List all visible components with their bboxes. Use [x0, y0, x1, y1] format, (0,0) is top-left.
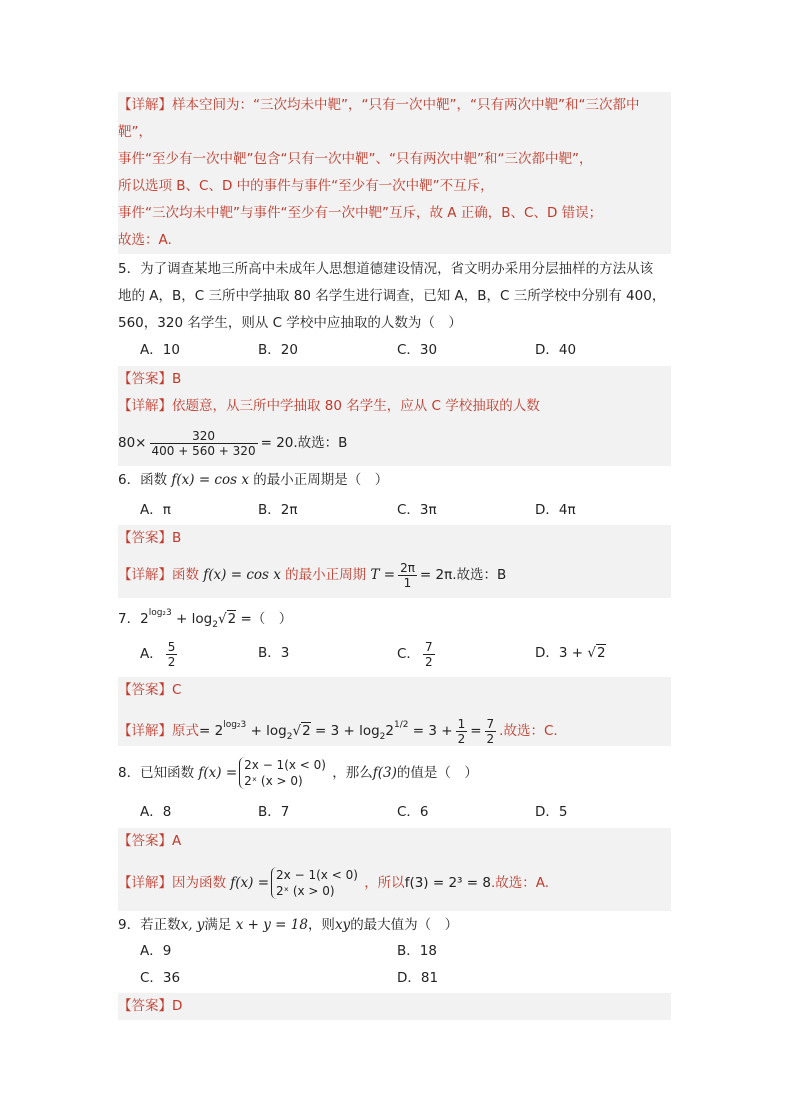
q6-option-c: C．3π — [397, 502, 437, 518]
q6-detail-function: f(x) = cos x — [203, 567, 281, 583]
q5-stem-line-3: 560，320 名学生，则从 C 学校中应抽取的人数为（ ） — [118, 315, 462, 331]
q8-answer: 【答案】A — [118, 828, 671, 855]
q8-stem-mid: ，那么 — [332, 765, 373, 781]
q8-stem-function: f(x) = — [198, 765, 238, 781]
fraction-numerator: 7 — [486, 716, 495, 731]
q9-stem-suffix: 的最大值为（ ） — [350, 917, 459, 933]
q7-option-a-fraction — [166, 640, 178, 669]
q7-detail-radicand: 2 — [302, 723, 311, 739]
q5-detail-line-1: 【详解】依题意，从三所中学抽取 80 名学生，应从 C 学校抽取的人数 — [118, 393, 671, 420]
q5-option-b: B．20 — [258, 342, 298, 358]
q7-detail-step2: = 3 + — [412, 723, 453, 739]
q7-detail-fraction-result — [485, 717, 497, 746]
q6-answer: 【答案】B — [118, 525, 671, 552]
q4-detail-line-3: 事件“至少有一次中靶”包含“只有一次中靶”、“只有两次中靶”和“三次都中靶”， — [118, 146, 671, 173]
q7-detail-step-power: 2 — [385, 723, 394, 739]
q7-detail-log: + log — [250, 723, 287, 739]
q8-stem-f3: f(3) — [372, 765, 397, 781]
q8-option-d: D．5 — [535, 804, 568, 820]
q7-detail-eq: = 2 — [199, 723, 224, 739]
q7-detail-exp: log₂3 — [223, 720, 247, 730]
q4-detail-line-4: 所以选项 B、C、D 中的事件与事件“至少有一次中靶”不互斥， — [118, 173, 671, 200]
q5-detail-result: = 20.故选：B — [260, 435, 348, 451]
q9-stem-mid: 满足 — [204, 917, 232, 933]
q7-log-base: 2 — [212, 620, 218, 630]
q7-detail-step: = 3 + log — [314, 723, 380, 739]
q8-detail — [118, 855, 671, 911]
q8-detail-function: f(x) = — [230, 875, 270, 891]
q8-option-a: A．8 — [140, 804, 172, 820]
q7-log: + log — [176, 611, 213, 627]
q7-option-d-radicand: 2 — [597, 645, 606, 661]
fraction-numerator: 1 — [457, 716, 466, 731]
q6-stem-prefix: 6．函数 — [118, 472, 168, 488]
q7-option-c-fraction — [423, 640, 435, 669]
fraction-numerator: 7 — [424, 639, 433, 654]
q6-detail-fraction — [398, 561, 417, 590]
q6-detail — [118, 552, 671, 598]
q9-option-a: A．9 — [140, 943, 172, 959]
q7-detail-fraction-half — [456, 717, 468, 746]
q9-answer: 【答案】D — [118, 993, 671, 1020]
q7-option-d-label: D．3 + — [535, 645, 584, 661]
q6-detail-prefix: 【详解】函数 — [118, 567, 199, 583]
q7-option-d: D．3 + √2 — [535, 645, 606, 661]
q9-stem-then: ，则 — [307, 917, 335, 933]
q7-stem-end: =（ ） — [240, 611, 293, 627]
q7-detail-step-base: 2 — [379, 732, 386, 742]
q8-detail-case-2: 2ˣ (x > 0) — [276, 884, 335, 898]
fraction-denominator: 2 — [424, 654, 433, 669]
q9-stem-product: xy — [334, 917, 351, 933]
q8-detail-choice: .故选：A. — [490, 875, 550, 891]
q9-stem — [118, 912, 671, 939]
q7-stem-number: 7． — [118, 611, 141, 627]
q6-stem-suffix: 的最小正周期是（ ） — [253, 472, 389, 488]
q8-stem-prefix: 8．已知函数 — [118, 765, 195, 781]
q5-detail-fraction — [150, 429, 258, 458]
fraction-denominator: 400 + 560 + 320 — [151, 443, 256, 458]
q9-stem-equation: x + y = 18 — [235, 917, 308, 933]
q8-piecewise-case-1: 2x − 1(x < 0) — [244, 758, 326, 772]
q5-option-c: C．30 — [397, 342, 438, 358]
q7-detail-log-base: 2 — [286, 732, 293, 742]
q5-stem-line-1: 5．为了调查某地三所高中未成年人思想道德建设情况，省文明办采用分层抽样的方法从该 — [118, 261, 654, 277]
q7-option-a — [140, 632, 180, 676]
q7-radicand: 2 — [227, 611, 237, 627]
q6-detail-result: = 2π.故选：B — [419, 567, 507, 583]
q4-detail-line-1: 【详解】样本空间为：“三次均未中靶”，“只有一次中靶”，“只有两次中靶”和“三次都中 — [118, 92, 671, 119]
q7-detail-step-exp: 1/2 — [393, 720, 409, 730]
q9-option-c: C．36 — [140, 970, 181, 986]
q9-option-d: D．81 — [397, 970, 439, 986]
q4-detail-line-2: 靶”， — [118, 119, 671, 146]
q7-detail-prefix: 【详解】原式 — [118, 723, 199, 739]
q8-stem-suffix: 的值是（ ） — [396, 765, 478, 781]
q8-option-c: C．6 — [397, 804, 429, 820]
q6-detail-period: T = — [370, 567, 396, 583]
q8-detail-case-1: 2x − 1(x < 0) — [276, 868, 358, 882]
fraction-denominator: 2 — [457, 731, 466, 746]
q8-detail-mid: ，所以 — [364, 875, 405, 891]
q6-stem-function: f(x) = cos x — [171, 472, 249, 488]
q6-detail-mid: 的最小正周期 — [285, 567, 367, 583]
fraction-numerator: 2π — [400, 560, 415, 575]
q5-option-d: D．40 — [535, 342, 577, 358]
q6-option-b: B．2π — [258, 502, 298, 518]
q6-option-a: A．π — [140, 502, 171, 518]
fraction-numerator: 5 — [167, 639, 176, 654]
q7-power-base: 2 — [140, 611, 149, 627]
fraction-denominator: 1 — [403, 575, 412, 590]
q9-stem-prefix: 9．若正数 — [118, 917, 181, 933]
q8-detail-piecewise — [271, 867, 358, 899]
q7-answer: 【答案】C — [118, 677, 671, 704]
q5-detail-line-2 — [118, 420, 671, 466]
q8-option-b: B．7 — [258, 804, 290, 820]
q5-stem-line-2: 地的 A，B，C 三所中学抽取 80 名学生进行调查，已知 A，B，C 三所学校中分别有 400， — [118, 288, 666, 304]
fraction-denominator: 2 — [167, 654, 176, 669]
fraction-denominator: 2 — [486, 731, 495, 746]
q8-detail-prefix: 【详解】因为函数 — [118, 875, 226, 891]
q5-detail-mult: 80× — [118, 435, 147, 451]
q7-power-exponent: log₂3 — [148, 608, 172, 618]
q7-option-b: B．3 — [258, 645, 290, 661]
q4-detail-line-6: 故选：A. — [118, 227, 671, 254]
q6-stem — [118, 467, 671, 494]
q5-answer: 【答案】B — [118, 366, 671, 393]
q8-piecewise-case-2: 2ˣ (x > 0) — [244, 774, 303, 788]
q8-piecewise — [239, 757, 326, 789]
q7-option-c-label: C． — [397, 646, 420, 662]
q6-option-d: D．4π — [535, 502, 576, 518]
q8-stem — [118, 750, 671, 796]
q7-detail: 【详解】原式= $2^{log_23} + \log_2√2 = 3 + \log_22^{1/2} = 3$ + $\frac{1}{2}$ = $\frac{7}{2}$ .故选：C. — [118, 704, 671, 746]
q7-option-a-label: A． — [140, 646, 163, 662]
q9-option-b: B．18 — [397, 943, 437, 959]
q9-stem-vars: x, y — [180, 917, 205, 933]
q8-detail-calc: f(3) = 2³ = 8 — [404, 875, 491, 891]
q7-detail-equals: = — [470, 723, 482, 739]
fraction-numerator: 320 — [150, 429, 258, 444]
q4-detail-line-5: 事件“三次均未中靶”与事件“至少有一次中靶”互斥，故 A 正确，B、C、D 错误； — [118, 200, 671, 227]
q5-option-a: A．10 — [140, 342, 180, 358]
q7-stem: 7．$2^{log_23} + \log_2√2$ =（ ） — [118, 608, 293, 630]
q7-option-c — [397, 632, 438, 676]
q7-detail-choice: .故选：C. — [499, 723, 558, 739]
